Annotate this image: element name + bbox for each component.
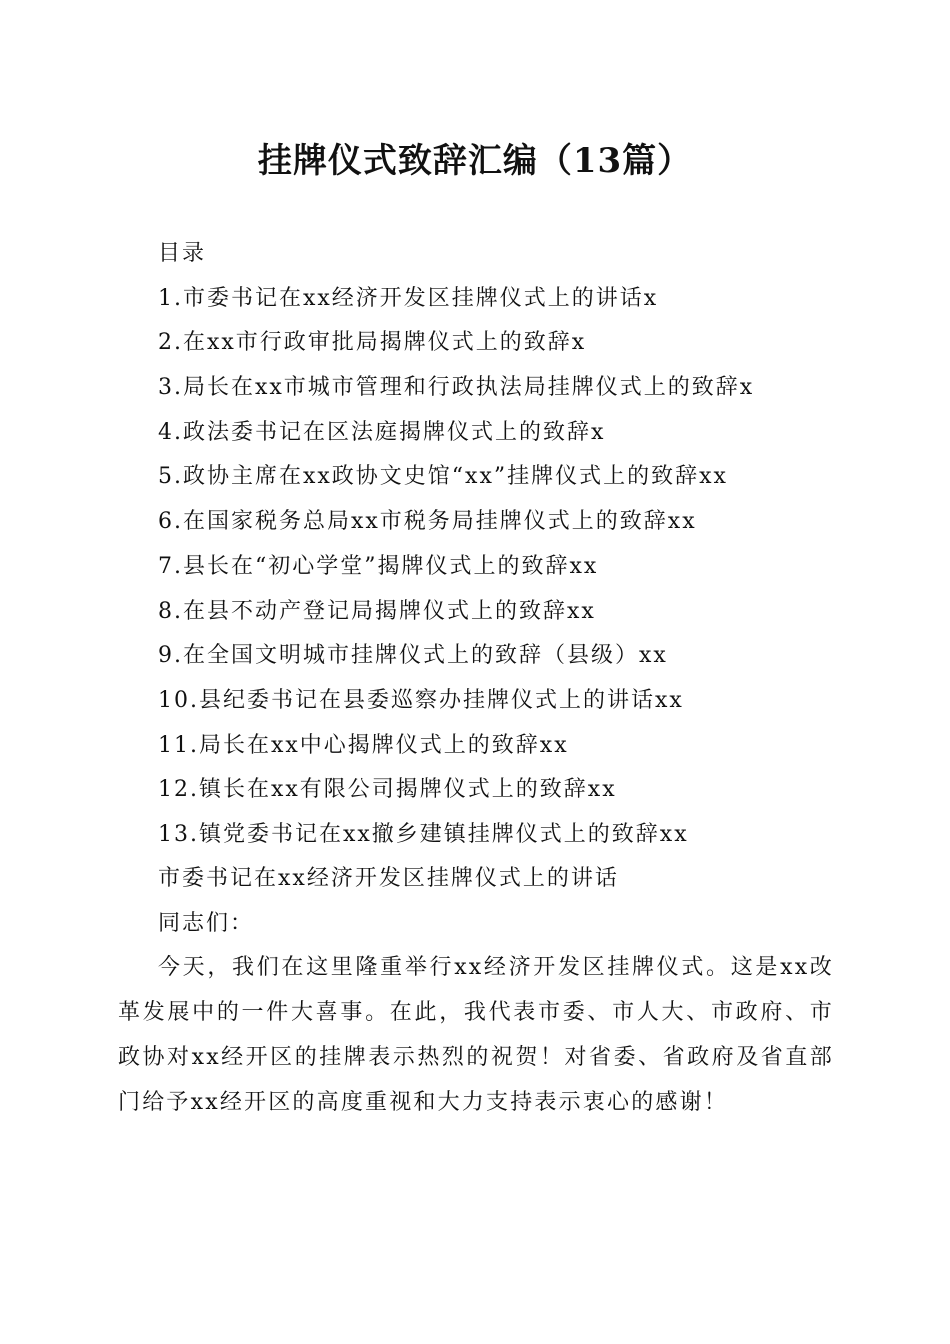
toc-item: 4.政法委书记在区法庭揭牌仪式上的致辞x bbox=[158, 419, 606, 445]
speech-title: 市委书记在xx经济开发区挂牌仪式上的讲话 bbox=[158, 866, 619, 891]
table-of-contents bbox=[158, 232, 858, 858]
toc-item: 5.政协主席在xx政协文史馆“xx”挂牌仪式上的致辞xx bbox=[158, 464, 728, 490]
speech-body bbox=[118, 857, 834, 1125]
body-paragraph: 今天，我们在这里隆重举行xx经济开发区挂牌仪式。这是xx改革发展中的一件大喜事。在此，我代表市委、市人大、市政府、市政协对xx经开区的挂牌表示热烈的祝贺！对省委、省政府及省直部门给予xx经开区的高度重视和大力支持表示衷心的感谢！ bbox=[118, 955, 834, 1115]
toc-item: 6.在国家税务总局xx市税务局挂牌仪式上的致辞xx bbox=[158, 509, 697, 535]
toc-item: 10.县纪委书记在县委巡察办挂牌仪式上的讲话xx bbox=[158, 687, 684, 713]
toc-item: 9.在全国文明城市挂牌仪式上的致辞（县级）xx bbox=[158, 643, 668, 669]
toc-heading: 目录 bbox=[158, 241, 207, 266]
salutation: 同志们： bbox=[158, 910, 255, 936]
toc-item: 12.镇长在xx有限公司揭牌仪式上的致辞xx bbox=[158, 777, 617, 803]
toc-item: 13.镇党委书记在xx撤乡建镇挂牌仪式上的致辞xx bbox=[158, 821, 689, 847]
toc-item: 11.局长在xx中心揭牌仪式上的致辞xx bbox=[158, 732, 569, 758]
document-title: 挂牌仪式致辞汇编（13篇） bbox=[257, 141, 693, 181]
toc-item: 7.县长在“初心学堂”揭牌仪式上的致辞xx bbox=[158, 553, 599, 579]
toc-item: 3.局长在xx市城市管理和行政执法局挂牌仪式上的致辞x bbox=[158, 375, 755, 401]
toc-item: 2.在xx市行政审批局揭牌仪式上的致辞x bbox=[158, 330, 587, 356]
toc-item: 1.市委书记在xx经济开发区挂牌仪式上的讲话x bbox=[158, 285, 659, 311]
toc-item: 8.在县不动产登记局揭牌仪式上的致辞xx bbox=[158, 598, 596, 624]
